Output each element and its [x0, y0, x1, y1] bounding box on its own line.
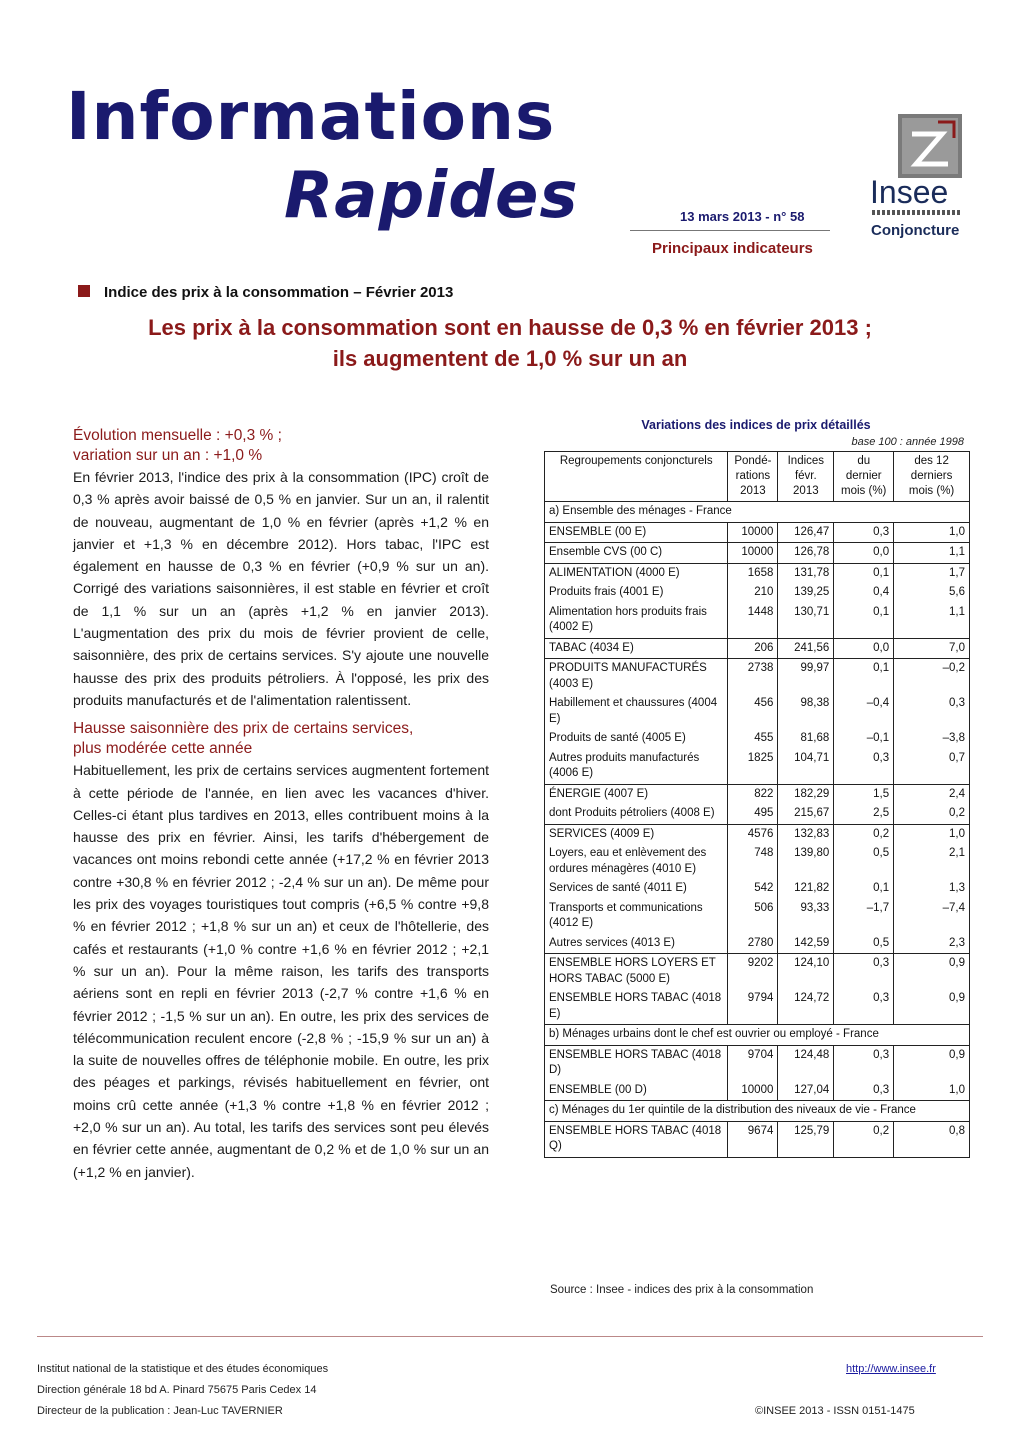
- row-month: 0,1: [834, 659, 894, 695]
- row-label: Produits frais (4001 E): [545, 583, 728, 603]
- row-index: 124,10: [778, 954, 834, 990]
- row-year: 2,1: [894, 844, 970, 879]
- row-index: 81,68: [778, 729, 834, 749]
- row-index: 98,38: [778, 694, 834, 729]
- row-year: 2,3: [894, 934, 970, 954]
- insee-logo: [870, 114, 970, 244]
- row-label: ÉNERGIE (4007 E): [545, 784, 728, 804]
- table-base: base 100 : année 1998: [851, 436, 964, 448]
- table-row: [545, 954, 970, 990]
- row-month: –0,1: [834, 729, 894, 749]
- row-month: 0,2: [834, 1121, 894, 1157]
- row-index: 139,80: [778, 844, 834, 879]
- row-year: 2,4: [894, 784, 970, 804]
- row-weight: 506: [728, 899, 778, 934]
- table-body: [545, 502, 970, 1158]
- row-year: 0,7: [894, 749, 970, 785]
- footer-director: Directeur de la publication : Jean-Luc TAVERNIER: [37, 1405, 283, 1417]
- table-row: [545, 729, 970, 749]
- row-index: 182,29: [778, 784, 834, 804]
- row-label: ENSEMBLE HORS TABAC (4018 Q): [545, 1121, 728, 1157]
- row-weight: 10000: [728, 522, 778, 543]
- row-month: 0,1: [834, 879, 894, 899]
- table-row: [545, 784, 970, 804]
- row-year: 0,9: [894, 1045, 970, 1081]
- row-label: Habillement et chaussures (4004 E): [545, 694, 728, 729]
- row-label: TABAC (4034 E): [545, 638, 728, 659]
- row-month: 0,0: [834, 543, 894, 564]
- row-weight: 1658: [728, 563, 778, 583]
- row-year: 1,3: [894, 879, 970, 899]
- row-index: 241,56: [778, 638, 834, 659]
- table-row: [545, 603, 970, 639]
- table-row: [545, 804, 970, 824]
- row-label: ENSEMBLE (00 D): [545, 1081, 728, 1101]
- row-index: 215,67: [778, 804, 834, 824]
- row-year: 0,9: [894, 989, 970, 1025]
- headline-line-1: Les prix à la consommation sont en hausse de 0,3 % en février 2013 ;: [148, 315, 872, 340]
- row-index: 142,59: [778, 934, 834, 954]
- footer-address: Direction générale 18 bd A. Pinard 75675 Paris Cedex 14: [37, 1384, 317, 1396]
- footer-url-link[interactable]: http://www.insee.fr: [846, 1363, 936, 1375]
- row-year: –3,8: [894, 729, 970, 749]
- row-index: 99,97: [778, 659, 834, 695]
- row-weight: 10000: [728, 543, 778, 564]
- section-1-title: [73, 426, 489, 466]
- brand-subtitle: Rapides: [284, 159, 579, 233]
- table-header-row: [545, 452, 970, 502]
- headline-line-2: ils augmentent de 1,0 % sur un an: [332, 346, 688, 371]
- row-label: dont Produits pétroliers (4008 E): [545, 804, 728, 824]
- row-label: Transports et communications (4012 E): [545, 899, 728, 934]
- row-month: 0,3: [834, 522, 894, 543]
- row-year: 0,2: [894, 804, 970, 824]
- logo-name: Insee: [870, 174, 949, 210]
- row-year: 1,1: [894, 603, 970, 639]
- row-weight: 455: [728, 729, 778, 749]
- row-year: –0,2: [894, 659, 970, 695]
- row-index: 93,33: [778, 899, 834, 934]
- row-index: 124,72: [778, 989, 834, 1025]
- header-label: Regroupements conjoncturels: [545, 452, 728, 502]
- header-month: du dernier mois (%): [834, 452, 894, 502]
- article-column: [73, 426, 489, 1183]
- table-section-title: a) Ensemble des ménages - France: [545, 502, 970, 523]
- row-year: 1,1: [894, 543, 970, 564]
- row-weight: 10000: [728, 1081, 778, 1101]
- footer-rule: [37, 1336, 983, 1337]
- row-index: 132,83: [778, 824, 834, 844]
- row-label: ENSEMBLE HORS TABAC (4018 D): [545, 1045, 728, 1081]
- row-month: 0,1: [834, 603, 894, 639]
- table-section-title: b) Ménages urbains dont le chef est ouvrier ou employé - France: [545, 1025, 970, 1046]
- publication-subtitle: Principaux indicateurs: [652, 240, 813, 257]
- row-index: 139,25: [778, 583, 834, 603]
- row-month: 0,3: [834, 954, 894, 990]
- row-year: 7,0: [894, 638, 970, 659]
- row-index: 127,04: [778, 1081, 834, 1101]
- row-weight: 542: [728, 879, 778, 899]
- brand-rule: [630, 230, 830, 231]
- row-month: 0,5: [834, 934, 894, 954]
- table-row: [545, 1081, 970, 1101]
- row-weight: 9794: [728, 989, 778, 1025]
- row-label: SERVICES (4009 E): [545, 824, 728, 844]
- footer-org: Institut national de la statistique et des études économiques: [37, 1363, 329, 1375]
- row-label: Alimentation hors produits frais (4002 E): [545, 603, 728, 639]
- table-row: [545, 899, 970, 934]
- row-index: 104,71: [778, 749, 834, 785]
- row-year: 5,6: [894, 583, 970, 603]
- row-month: 2,5: [834, 804, 894, 824]
- table-row: [545, 563, 970, 583]
- brand-title: Informations: [66, 78, 556, 155]
- table-section-row: [545, 1025, 970, 1046]
- section-1-title-line-2: variation sur un an : +1,0 %: [73, 447, 263, 464]
- row-year: 0,8: [894, 1121, 970, 1157]
- row-month: 0,4: [834, 583, 894, 603]
- row-index: 130,71: [778, 603, 834, 639]
- row-index: 131,78: [778, 563, 834, 583]
- row-label: Loyers, eau et enlèvement des ordures ménagères (4010 E): [545, 844, 728, 879]
- row-month: 0,2: [834, 824, 894, 844]
- row-index: 121,82: [778, 879, 834, 899]
- table-source: Source : Insee - indices des prix à la consommation: [550, 1284, 814, 1296]
- price-index-table: [544, 451, 970, 1158]
- header-weight: Pondé-rations 2013: [728, 452, 778, 502]
- row-weight: 2738: [728, 659, 778, 695]
- table-section-row: [545, 1101, 970, 1122]
- table-section-row: [545, 502, 970, 523]
- table-title: Variations des indices de prix détaillés: [641, 418, 871, 432]
- header-year: des 12 derniers mois (%): [894, 452, 970, 502]
- row-month: 1,5: [834, 784, 894, 804]
- table-row: [545, 543, 970, 564]
- table-row: [545, 879, 970, 899]
- row-year: 1,0: [894, 522, 970, 543]
- row-label: Services de santé (4011 E): [545, 879, 728, 899]
- table-row: [545, 659, 970, 695]
- kicker: Indice des prix à la consommation – Février 2013: [104, 284, 454, 301]
- row-year: 1,7: [894, 563, 970, 583]
- row-label: ALIMENTATION (4000 E): [545, 563, 728, 583]
- section-2-body: Habituellement, les prix de certains services augmentent fortement à cette période de l'année, en lien avec les vacances d'hiver. Celles-ci étant plus tardives en 2013, elles contribuent moins à la hausse des prix en février. Ainsi, les tarifs d'hébergement de vacances ont moins rebondi cette année (+17,2 % en février 2013 contre +30,8 % en février 2012 ; -2,4 % sur un an). De même pour les prix des voyages touristiques tout compris (+6,5 % contre +9,8 % en février 2012 ; +1,8 % sur un an) et ceux de l'hôtellerie, des cafés et restaurants (+1,0 % contre +1,6 % en février 2012 ; +2,1 % sur un an). Pour la même raison, les tarifs des transports aériens sont en repli en février 2013 (-2,7 % contre +1,6 % en février 2012 ; -1,5 % sur un an). En outre, les prix des services de télécommunication reculent encore (-2,8 % ; -15,9 % sur un an) à la suite de nouvelles offres de téléphonie mobile. En outre, les prix des péages et parkings, révisés habituellement en février, ont moins crû cette année (+1,3 % contre +1,8 % en février 2012 ; +2,0 % sur un an). Au total, les tarifs des services sont peu élevés en février cette année, augmentant de 0,2 % et de 1,0 % sur un an (+1,2 % en janvier).: [73, 762, 489, 1180]
- section-2-title-line-2: plus modérée cette année: [73, 740, 253, 758]
- table-row: [545, 1045, 970, 1081]
- row-weight: 9674: [728, 1121, 778, 1157]
- headline: [60, 312, 960, 374]
- table-row: [545, 1121, 970, 1157]
- row-label: PRODUITS MANUFACTURÉS (4003 E): [545, 659, 728, 695]
- row-weight: 1448: [728, 603, 778, 639]
- row-label: ENSEMBLE HORS TABAC (4018 E): [545, 989, 728, 1025]
- row-month: 0,3: [834, 1081, 894, 1101]
- row-month: –0,4: [834, 694, 894, 729]
- row-weight: 2780: [728, 934, 778, 954]
- row-month: 0,1: [834, 563, 894, 583]
- row-weight: 495: [728, 804, 778, 824]
- table-row: [545, 583, 970, 603]
- row-month: 0,3: [834, 989, 894, 1025]
- header-index: Indices févr. 2013: [778, 452, 834, 502]
- row-label: Ensemble CVS (00 C): [545, 543, 728, 564]
- section-1-title-line-1: Évolution mensuelle : +0,3 % ;: [73, 427, 282, 444]
- row-weight: 9202: [728, 954, 778, 990]
- row-weight: 456: [728, 694, 778, 729]
- row-month: –1,7: [834, 899, 894, 934]
- row-index: 126,47: [778, 522, 834, 543]
- table-row: [545, 638, 970, 659]
- section-2-title-line-1: Hausse saisonnière des prix de certains services,: [73, 720, 414, 738]
- issue-date: 13 mars 2013 - n° 58: [680, 209, 805, 224]
- insee-logo-icon: [898, 114, 962, 178]
- row-label: Produits de santé (4005 E): [545, 729, 728, 749]
- row-index: 126,78: [778, 543, 834, 564]
- logo-sub: Conjoncture: [871, 222, 960, 239]
- row-year: 0,3: [894, 694, 970, 729]
- table-section-title: c) Ménages du 1er quintile de la distribution des niveaux de vie - France: [545, 1101, 970, 1122]
- row-weight: 1825: [728, 749, 778, 785]
- footer-copyright: ©INSEE 2013 - ISSN 0151-1475: [755, 1405, 915, 1417]
- section-2-title: [73, 719, 489, 759]
- row-label: Autres produits manufacturés (4006 E): [545, 749, 728, 785]
- row-index: 124,48: [778, 1045, 834, 1081]
- table-row: [545, 824, 970, 844]
- table-row: [545, 844, 970, 879]
- row-year: 1,0: [894, 1081, 970, 1101]
- row-weight: 9704: [728, 1045, 778, 1081]
- row-label: ENSEMBLE (00 E): [545, 522, 728, 543]
- row-year: 1,0: [894, 824, 970, 844]
- row-month: 0,3: [834, 1045, 894, 1081]
- row-year: 0,9: [894, 954, 970, 990]
- section-1-body: En février 2013, l'indice des prix à la consommation (IPC) croît de 0,3 % après avoir baissé de 0,5 % en janvier. Sur un an, il ralentit de nouveau, augmentant de 1,0 % en février (après +1,2 % en janvier et +1,3 % en décembre 2012). Hors tabac, l'IPC est également en hausse de 0,3 % en février (+0,9 % sur un an). Corrigé des variations saisonnières, il est stable en février et croît de 1,1 % sur un an (après +1,2 % en janvier 2013). L'augmentation des prix du mois de février provient de celle, saisonnière, des prix de certains services. S'y ajoute une nouvelle hausse des prix des produits pétroliers. À l'opposé, les prix des produits manufacturés et de l'alimentation ralentissent.: [73, 469, 489, 708]
- row-weight: 748: [728, 844, 778, 879]
- row-label: ENSEMBLE HORS LOYERS ET HORS TABAC (5000 E): [545, 954, 728, 990]
- table-row: [545, 989, 970, 1025]
- table-row: [545, 934, 970, 954]
- row-weight: 4576: [728, 824, 778, 844]
- row-month: 0,5: [834, 844, 894, 879]
- table-row: [545, 522, 970, 543]
- table-row: [545, 749, 970, 785]
- row-weight: 822: [728, 784, 778, 804]
- row-label: Autres services (4013 E): [545, 934, 728, 954]
- logo-tagline: [872, 210, 962, 215]
- row-weight: 210: [728, 583, 778, 603]
- row-year: –7,4: [894, 899, 970, 934]
- table-row: [545, 694, 970, 729]
- row-month: 0,0: [834, 638, 894, 659]
- row-month: 0,3: [834, 749, 894, 785]
- row-weight: 206: [728, 638, 778, 659]
- row-index: 125,79: [778, 1121, 834, 1157]
- kicker-bullet: [78, 285, 90, 297]
